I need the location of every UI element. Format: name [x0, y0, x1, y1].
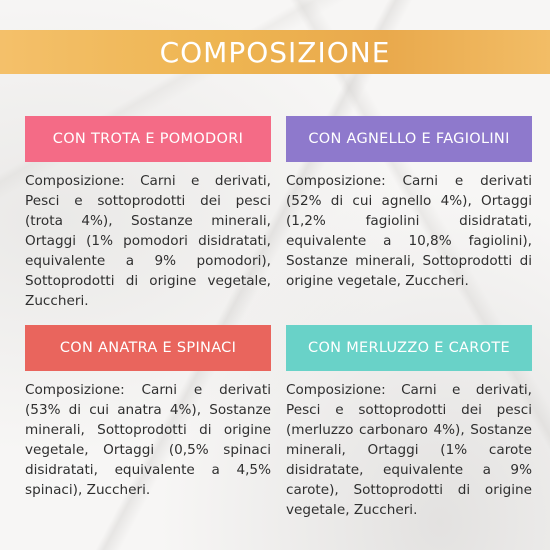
card-title-badge: CON ANATRA E SPINACI — [25, 325, 271, 371]
card-anatra — [25, 325, 271, 500]
card-trota — [25, 116, 271, 311]
card-agnello — [286, 116, 532, 291]
card-title-badge: CON AGNELLO E FAGIOLINI — [286, 116, 532, 162]
card-description: Composizione: Carni e derivati (52% di cui agnello 4%), Ortaggi (1,2% fagiolini disidratati, equivalente a 10,8% fagiolini), Sostanze minerali, Sottoprodotti di origine vegetale, Zuccheri. — [286, 173, 532, 289]
card-description: Composizione: Carni e derivati, Pesci e sottoprodotti dei pesci (trota 4%), Sostanze minerali, Ortaggi (1% pomodori disidratati, equivalente a 9% pomodori), Sottoprodotti di origine vegetale, Zuccheri. — [25, 173, 271, 309]
card-title-badge: CON TROTA E POMODORI — [25, 116, 271, 162]
card-title-badge: CON MERLUZZO E CAROTE — [286, 325, 532, 371]
card-description: Composizione: Carni e derivati (53% di cui anatra 4%), Sostanze minerali, Sottoprodotti di origine vegetale, Ortaggi (0,5% spinaci disidratati, equivalente a 4,5% spinaci), Zuccheri. — [25, 382, 271, 498]
card-merluzzo — [286, 325, 532, 520]
page-title: COMPOSIZIONE — [159, 35, 391, 69]
card-description: Composizione: Carni e derivati, Pesci e sottoprodotti dei pesci (merluzzo carbonaro 4%), Sostanze minerali, Ortaggi (1% carote disidratate, equivalente a 9% carote), Sottoprodotti di origine vegetale, Zuccheri. — [286, 382, 532, 518]
header-banner — [0, 30, 550, 74]
